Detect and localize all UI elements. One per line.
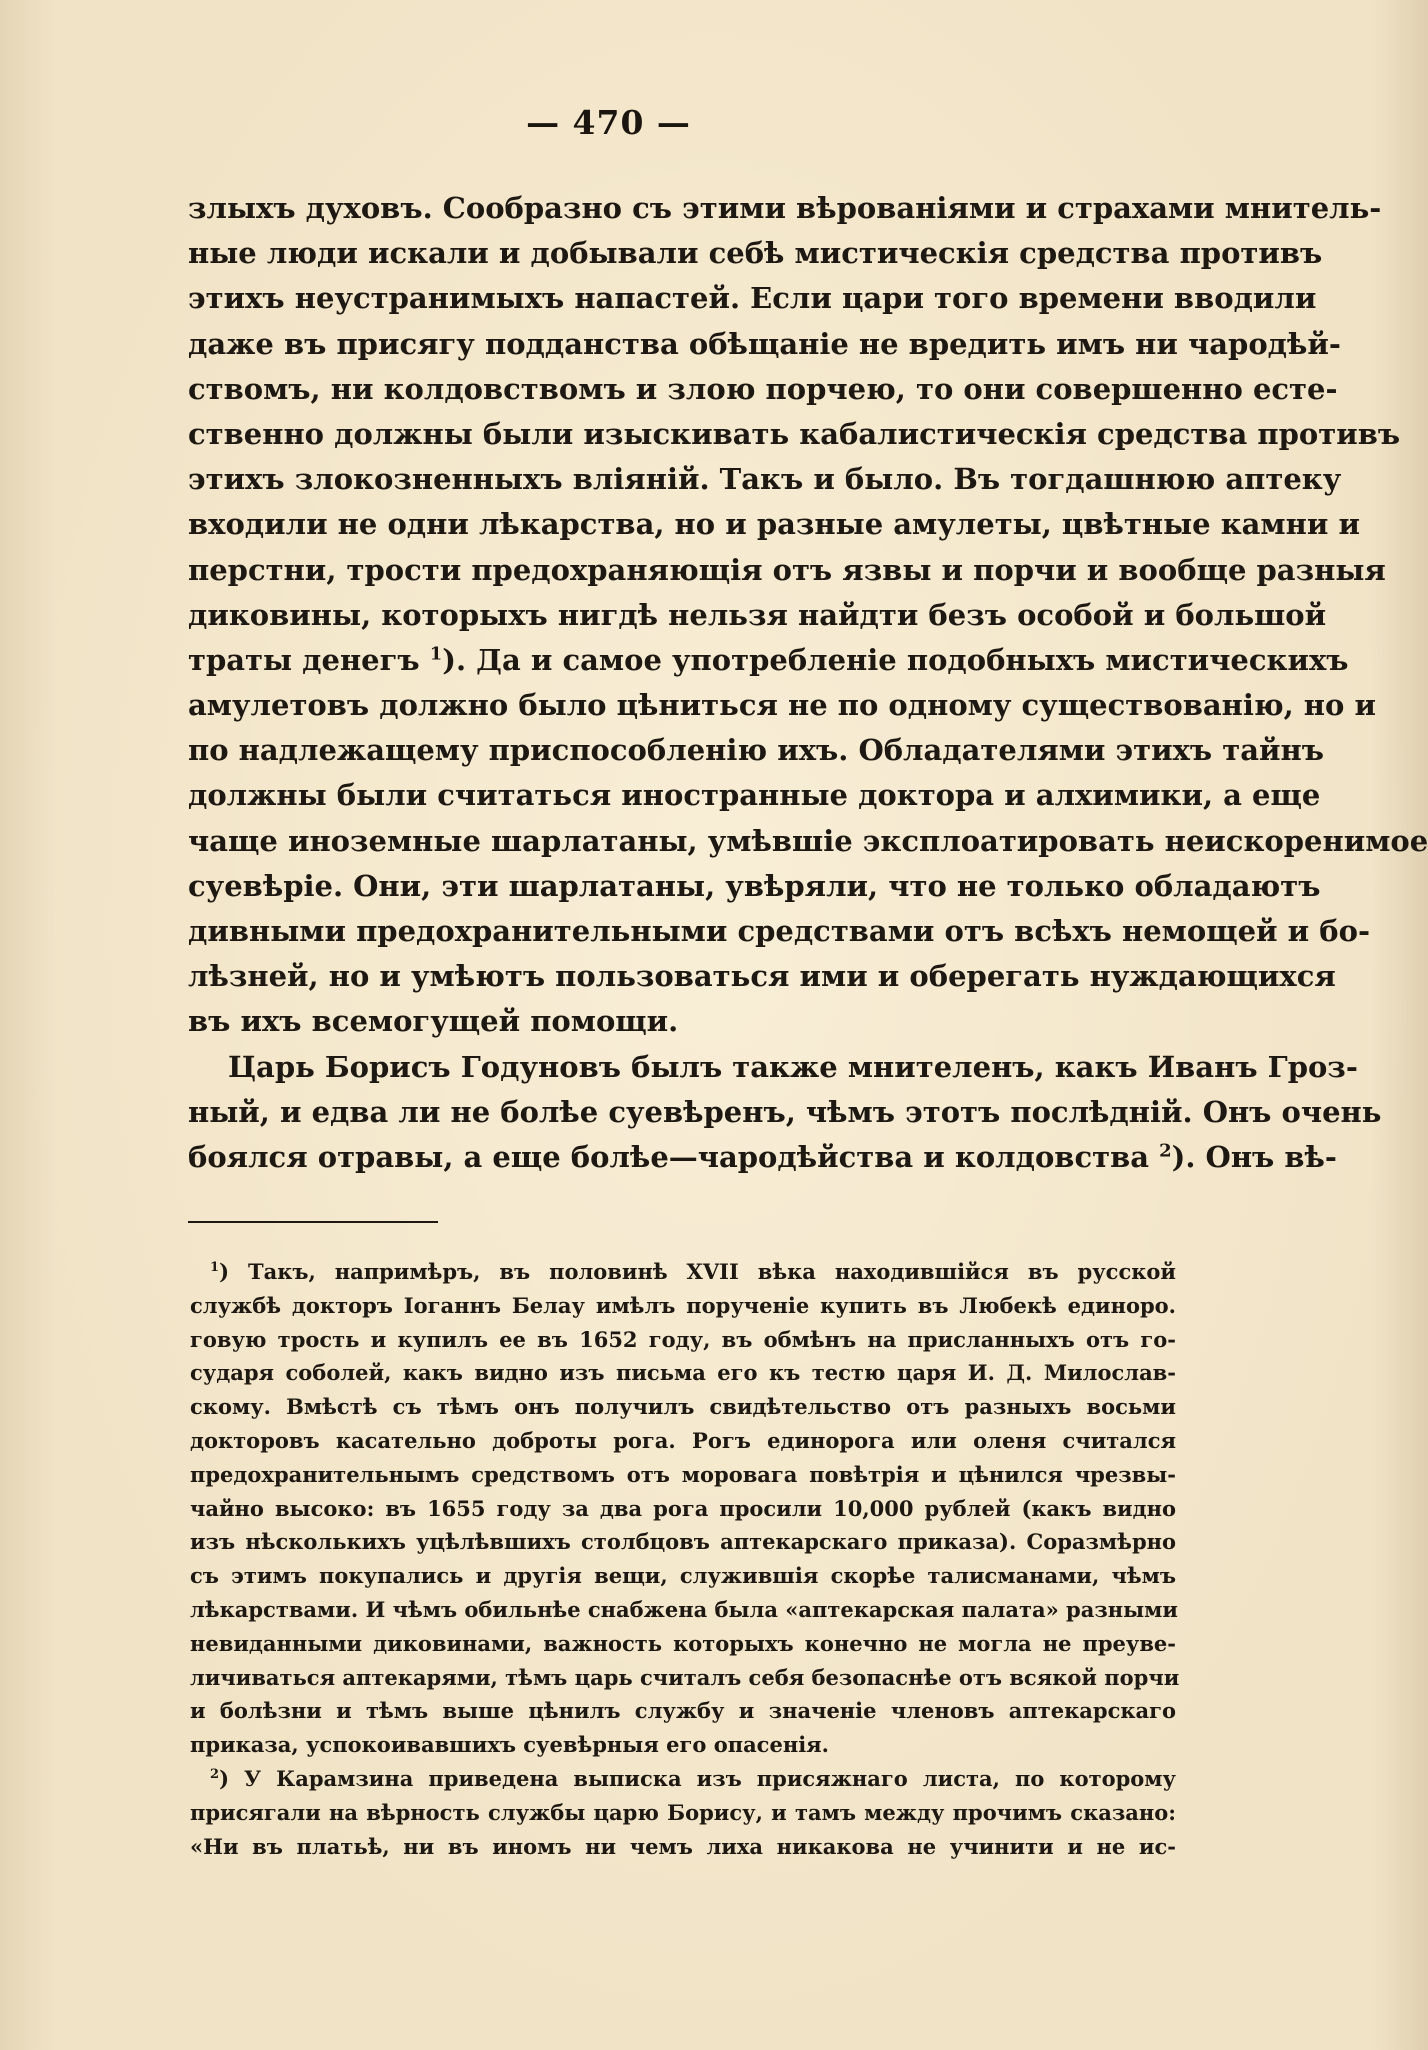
footnote-line: чайно высоко: въ 1655 году за два рога просили 10,000 рублей (какъ видно xyxy=(190,1495,1176,1521)
footnote-line: и болѣзни и тѣмъ выше цѣнилъ службу и значеніе членовъ аптекарскаго xyxy=(190,1698,1176,1724)
text-line: даже въ присягу подданства обѣщаніе не вредить имъ ни чародѣй- xyxy=(188,326,1341,361)
text-fragment: траты денегъ xyxy=(188,642,430,677)
footnote-ref-2: 2 xyxy=(1159,1140,1172,1162)
text-line: перстни, трости предохраняющія отъ язвы и порчи и вообще разныя xyxy=(188,552,1386,587)
text-line: лѣзней, но и умѣютъ пользоваться ими и оберегать нуждающихся xyxy=(188,959,1336,994)
footnote-line: сударя соболей, какъ видно изъ письма его къ тестю царя И. Д. Милослав- xyxy=(190,1360,1176,1386)
footnote-ref-1: 1 xyxy=(429,643,443,665)
text-line: злыхъ духовъ. Сообразно съ этими вѣрованіями и страхами мнитель- xyxy=(188,191,1382,225)
text-line: диковины, которыхъ нигдѣ нельзя найдти безъ особой и большой xyxy=(188,597,1327,632)
footnotes xyxy=(190,1255,1180,1863)
footnote-line: присягали на вѣрность службы царю Борису, и тамъ между прочимъ сказано: xyxy=(190,1799,1176,1825)
page-number: — 470 — xyxy=(526,103,691,142)
footnote-line: предохранительнымъ средствомъ отъ моровага повѣтрія и цѣнился чрезвы- xyxy=(190,1461,1176,1487)
text-line: суевѣріе. Они, эти шарлатаны, увѣряли, что не только обладаютъ xyxy=(188,868,1321,903)
text-line: по надлежащему приспособленію ихъ. Обладателями этихъ тайнъ xyxy=(188,733,1325,768)
footnote-line: невиданными диковинами, важность которыхъ конечно не могла не преуве- xyxy=(190,1630,1176,1656)
footnote-marker-2: 2 xyxy=(210,1766,220,1782)
text-line: ные люди искали и добывали себѣ мистическія средства противъ xyxy=(188,236,1323,271)
text-line: амулетовъ должно было цѣниться не по одному существованію, но и xyxy=(188,688,1376,723)
footnote-line: скому. Вмѣстѣ съ тѣмъ онъ получилъ свидѣтельство отъ разныхъ восьми xyxy=(190,1394,1176,1420)
footnote-divider xyxy=(188,1221,438,1223)
text-line: входили не одни лѣкарства, но и разные амулеты, цвѣтные камни и xyxy=(188,507,1360,542)
text-line: чаще иноземные шарлатаны, умѣвшіе эксплоатировать неискоренимое xyxy=(188,823,1428,858)
text-line: ственно должны были изыскивать кабалистическія средства противъ xyxy=(188,416,1401,451)
footnote-line: службѣ докторъ Іоганнъ Белау имѣлъ порученіе купить въ Любекѣ единоро. xyxy=(190,1292,1176,1318)
footnote-1-first-line xyxy=(190,1255,1176,1289)
text-fragment: боялся отравы, а еще болѣе—чародѣйства и колдовства xyxy=(188,1139,1160,1174)
text-line: этихъ злокозненныхъ вліяній. Такъ и было. Въ тогдашнюю аптеку xyxy=(188,462,1342,497)
text-line-with-footnote-ref xyxy=(188,1135,1337,1180)
text-fragment: ) У Карамзина приведена выписка изъ присяжнаго листа, по которому xyxy=(219,1765,1176,1791)
footnote-marker-1: 1 xyxy=(210,1260,220,1275)
text-line: ный, и едва ли не болѣе суевѣренъ, чѣмъ этотъ послѣдній. Онъ очень xyxy=(188,1094,1382,1129)
text-line: ствомъ, ни колдовствомъ и злою порчею, то они совершенно есте- xyxy=(188,371,1338,406)
text-line: дивными предохранительными средствами отъ всѣхъ немощей и бо- xyxy=(188,914,1370,948)
footnote-line: изъ нѣсколькихъ уцѣлѣвшихъ столбцовъ аптекарскаго приказа). Соразмѣрно xyxy=(190,1529,1176,1555)
paragraph-start-line: Царь Борисъ Годуновъ былъ также мнителенъ, какъ Иванъ Гроз- xyxy=(228,1049,1358,1084)
text-line: этихъ неустранимыхъ напастей. Если цари того времени вводили xyxy=(188,281,1317,316)
text-fragment: ) Такъ, напримѣръ, въ половинѣ XVII вѣка находившійся въ русской xyxy=(219,1259,1176,1284)
text-fragment: ). Онъ вѣ- xyxy=(1171,1139,1337,1174)
main-text xyxy=(188,186,1428,1180)
text-line: должны были считаться иностранные доктора и алхимики, а еще xyxy=(188,778,1321,813)
paragraph-end-line: въ ихъ всемогущей помощи. xyxy=(188,1004,679,1039)
footnote-line: «Ни въ платьѣ, ни въ иномъ ни чемъ лиха никакова не учинити и не ис- xyxy=(190,1833,1176,1859)
footnote-line: докторовъ касательно доброты рога. Рогъ единорога или оленя считался xyxy=(190,1427,1176,1453)
footnote-line: съ этимъ покупались и другія вещи, служившія скорѣе талисманами, чѣмъ xyxy=(190,1563,1176,1589)
footnote-2-first-line xyxy=(190,1762,1176,1796)
footnote-line: говую трость и купилъ ее въ 1652 году, въ обмѣнъ на присланныхъ отъ го- xyxy=(190,1326,1176,1352)
footnote-line: личиваться аптекарями, тѣмъ царь считалъ себя безопаснѣе отъ всякой порчи xyxy=(190,1664,1180,1690)
footnote-line: приказа, успокоивавшихъ суевѣрныя его опасенія. xyxy=(190,1732,829,1758)
footnote-line: лѣкарствами. И чѣмъ обильнѣе снабжена была «аптекарская палата» разными xyxy=(190,1596,1178,1622)
text-fragment: ). Да и самое употребленіе подобныхъ мистическихъ xyxy=(442,642,1349,677)
text-line-with-footnote-ref xyxy=(188,638,1349,683)
